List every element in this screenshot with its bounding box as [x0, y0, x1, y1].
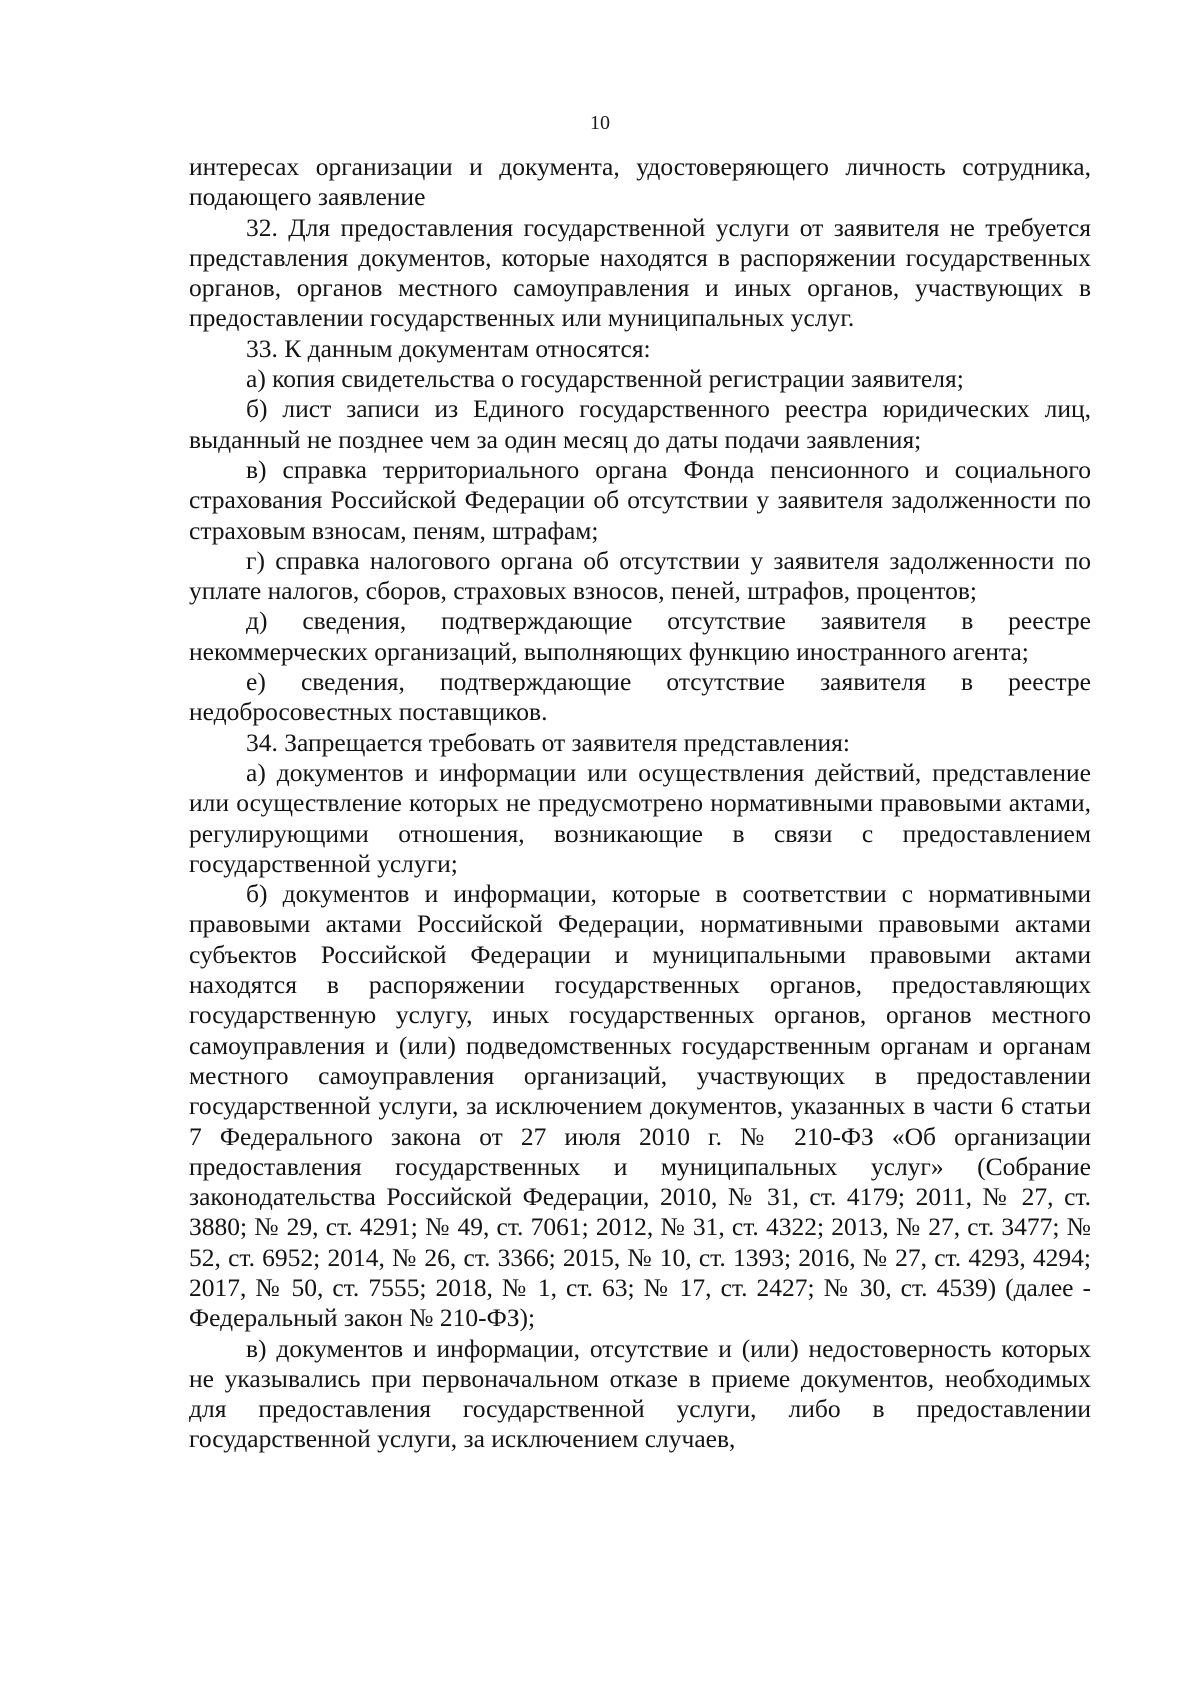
paragraph-item-33-e: д) сведения, подтверждающие отсутствие заявителя в реестре некоммерческих организаций, выполняющих функцию иностранного агента;	[189, 606, 1091, 666]
paragraph-item-33-d: г) справка налогового органа об отсутствии у заявителя задолженности по уплате налогов, сборов, страховых взносов, пеней, штрафов, процентов;	[189, 545, 1091, 606]
document-body	[189, 152, 1091, 1455]
paragraph-item-34-b: б) документов и информации, которые в соответствии с нормативными правовыми актами Российской Федерации, нормативными правовыми актами субъектов Российской Федерации и муниципальными правовыми актами находятся в распоряжении государственных органов, предоставляющих государственную услугу, иных государственных органов, органов местного самоуправления и (или) подведомственных государственным органам и органам местного самоуправления организаций, участвующих в предоставлении государственной услуги, за исключением документов, указанных в части 6 статьи 7 Федерального закона от 27 июля 2010 г. № 210-ФЗ «Об организации предоставления государственных и муниципальных услуг» (Собрание законодательства Российской Федерации, 2010, № 31, ст. 4179; 2011, № 27, ст. 3880; № 29, ст. 4291; № 49, ст. 7061; 2012, № 31, ст. 4322; 2013, № 27, ст. 3477; № 52, ст. 6952; 2014, № 26, ст. 3366; 2015, № 10, ст. 1393; 2016, № 27, ст. 4293, 4294; 2017, № 50, ст. 7555; 2018, № 1, ст. 63; № 17, ст. 2427; № 30, ст. 4539) (далее - Федеральный закон № 210-ФЗ);	[189, 879, 1091, 1333]
paragraph-item-33-c: в) справка территориального органа Фонда пенсионного и социального страхования Российской Федерации об отсутствии у заявителя задолженности по страховым взносам, пеням, штрафам;	[189, 454, 1091, 545]
paragraph-continuation: интересах организации и документа, удостоверяющего личность сотрудника, подающего заявление	[189, 152, 1091, 212]
paragraph-item-33-b: б) лист записи из Единого государственного реестра юридических лиц, выданный не позднее чем за один месяц до даты подачи заявления;	[189, 394, 1091, 454]
paragraph-item-33-a: а) копия свидетельства о государственной регистрации заявителя;	[246, 364, 964, 394]
paragraph-item-34: 34. Запрещается требовать от заявителя представления:	[246, 727, 850, 757]
paragraph-item-34-c: в) документов и информации, отсутствие и (или) недостоверность которых не указывались при первоначальном отказе в приеме документов, необходимых для предоставления государственной услуги, либо в предоставлении государственной услуги, за исключением случаев,	[189, 1333, 1091, 1454]
paragraph-item-34-a: а) документов и информации или осуществления действий, представление или осуществление которых не предусмотрено нормативными правовыми актами, регулирующими отношения, возникающие в связи с предоставлением государственной услуги;	[189, 757, 1091, 878]
paragraph-item-33: 33. К данным документам относятся:	[246, 333, 651, 363]
paragraph-item-32: 32. Для предоставления государственной услуги от заявителя не требуется представления документов, которые находятся в распоряжении государственных органов, органов местного самоуправления и иных органов, участвующих в предоставлении государственных или муниципальных услуг.	[189, 212, 1091, 333]
paragraph-item-33-f: е) сведения, подтверждающие отсутствие заявителя в реестре недобросовестных поставщиков.	[189, 667, 1091, 727]
page-number: 10	[590, 112, 610, 134]
